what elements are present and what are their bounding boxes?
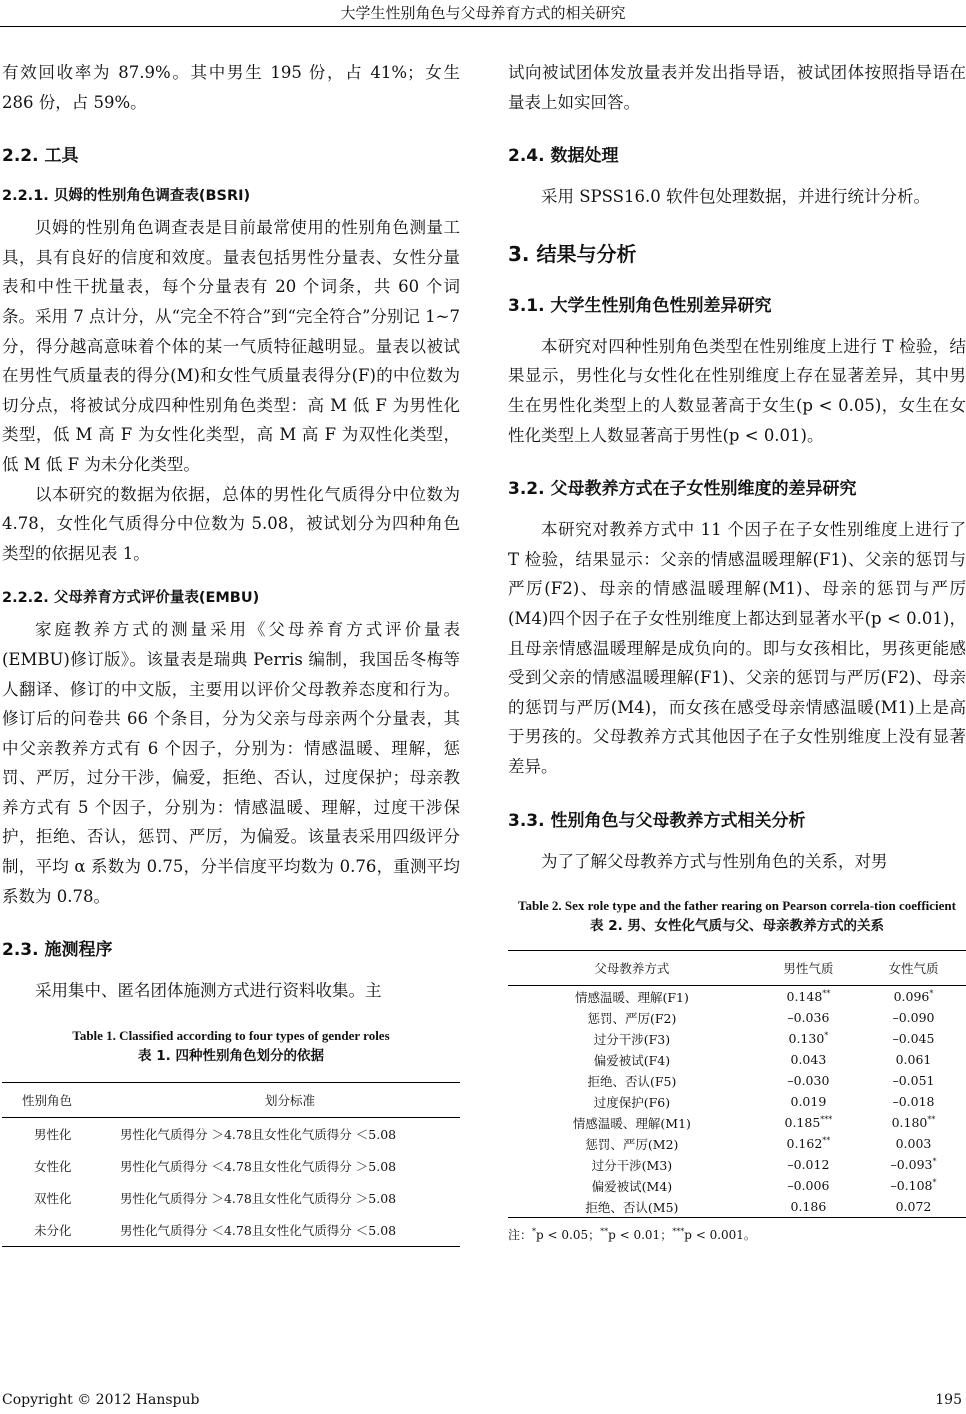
factor-cell: 惩罚、严厉(F2) [587, 1010, 677, 1026]
table-row [508, 986, 966, 1008]
subsection-heading: 2.2.1. 贝姆的性别角色调查表(BSRI) [2, 188, 251, 205]
note-prefix: 注： [508, 1228, 533, 1243]
coefficient-value: –0.090 [892, 1010, 935, 1026]
table-row [2, 1214, 460, 1247]
coefficient-value: 0.072 [895, 1199, 932, 1215]
subsection-heading: 2.2.2. 父母养育方式评价量表(EMBU) [2, 590, 260, 607]
coefficient-value: –0.030 [787, 1073, 830, 1089]
significance-mark: * [824, 1031, 829, 1041]
coefficient-value: 0.096 [893, 989, 930, 1005]
note-sig: ** [600, 1227, 609, 1237]
coefficient-value: –0.036 [787, 1010, 830, 1026]
table2-header: 父母教养方式 [508, 951, 756, 986]
table2-header: 男性气质 [756, 951, 861, 986]
coefficient-cell [756, 1028, 861, 1049]
table-row [508, 1070, 966, 1091]
table1 [2, 1082, 460, 1247]
coefficient-cell [756, 986, 861, 1008]
right-column [508, 58, 966, 1243]
note-text: p < 0.05； [536, 1228, 601, 1243]
coefficient-cell [861, 1007, 966, 1028]
significance-mark: ** [822, 989, 831, 999]
coefficient-cell [861, 1112, 966, 1133]
note-text: p < 0.01； [608, 1228, 673, 1243]
table-row [508, 1028, 966, 1049]
table-row [508, 1196, 966, 1218]
page-number: 195 [935, 1392, 962, 1408]
paragraph: 为了了解父母教养方式与性别角色的关系，对男 [541, 851, 888, 871]
coefficient-value: –0.093 [890, 1157, 933, 1173]
table-row [508, 1175, 966, 1196]
coefficient-value: 0.003 [895, 1136, 932, 1152]
factor-cell: 情感温暖、理解(F1) [574, 989, 689, 1005]
coefficient-value: 0.180 [891, 1115, 928, 1131]
coefficient-cell [861, 1133, 966, 1154]
coefficient-cell [756, 1112, 861, 1133]
coefficient-cell [756, 1091, 861, 1112]
significance-mark: ** [927, 1115, 936, 1125]
criterion-cell: 男性化气质得分 ＞4.78且女性化气质得分 ＞5.08 [120, 1190, 397, 1206]
significance-mark: *** [820, 1115, 833, 1125]
table1-caption-en: Table 1. Classified according to four types of gender roles [72, 1027, 390, 1043]
coefficient-value: –0.045 [892, 1031, 935, 1047]
coefficient-value: 0.019 [790, 1094, 827, 1110]
coefficient-cell [861, 986, 966, 1008]
section-heading: 2.4. 数据处理 [508, 146, 619, 167]
note-text: p < 0.001。 [684, 1228, 756, 1243]
coefficient-value: 0.185 [784, 1115, 821, 1131]
note-sig: *** [672, 1227, 685, 1237]
section-heading: 3.1. 大学生性别角色性别差异研究 [508, 295, 772, 316]
factor-cell: 偏爱被试(F4) [593, 1052, 671, 1068]
significance-mark: * [929, 989, 934, 999]
significance-mark: * [932, 1157, 937, 1167]
paragraph: 以本研究的数据为依据，总体的男性化气质得分中位数为 4.78，女性化气质得分中位数为 5.08，被试划分为四种角色类型的依据见表 1。 [2, 484, 460, 563]
factor-cell: 偏爱被试(M4) [591, 1178, 673, 1194]
coefficient-value: –0.051 [892, 1073, 935, 1089]
coefficient-value: –0.018 [892, 1094, 935, 1110]
table1-header: 性别角色 [2, 1082, 120, 1117]
paragraph: 采用 SPSS16.0 软件包处理数据，并进行统计分析。 [541, 187, 930, 207]
header-rule [0, 26, 966, 27]
coefficient-cell [756, 1196, 861, 1218]
table-row [508, 1049, 966, 1070]
paragraph: 家庭教养方式的测量采用《父母养育方式评价量表(EMBU)修订版》。该量表是瑞典 Perris 编制，我国岳冬梅等人翻译、修订的中文版，主要用以评价父母教养态度和行为。修订后的问卷共 66 个条目，分为父亲与母亲两个分量表，其中父亲教养方式有 6 个因子，分别为：情感温暖、理解，惩罚、严厉，过分干涉，偏爱，拒绝、否认，过度保护；母亲教养方式有 5 个因子，分别为：情感温暖、理解，过度干涉保护，拒绝、否认，惩罚、严厉，为偏爱。该量表采用四级评分制，平均 α 系数为 0.75，分半信度平均数为 0.76，重测平均系数为 0.78。 [2, 620, 460, 906]
significance-mark: ** [822, 1136, 831, 1146]
paragraph: 试向被试团体发放量表并发出指导语，被试团体按照指导语在量表上如实回答。 [508, 63, 966, 112]
paragraph: 本研究对四种性别角色类型在性别维度上进行 T 检验，结果显示，男性化与女性化在性别维度上存在显著差异，其中男生在男性化类型上的人数显著高于女生(p < 0.05)，女生在女性化类型上人数显著高于男性(p < 0.01)。 [508, 336, 966, 445]
coefficient-cell [756, 1175, 861, 1196]
coefficient-cell [861, 1175, 966, 1196]
table-row [2, 1150, 460, 1182]
table2-note [508, 1226, 966, 1243]
factor-cell: 情感温暖、理解(M1) [572, 1115, 691, 1131]
coefficient-cell [756, 1049, 861, 1070]
coefficient-value: 0.130 [788, 1031, 825, 1047]
factor-cell: 惩罚、严厉(M2) [585, 1136, 679, 1152]
paragraph: 采用集中、匿名团体施测方式进行资料收集。主 [35, 981, 382, 1001]
coefficient-value: –0.012 [787, 1157, 830, 1173]
coefficient-cell [756, 1133, 861, 1154]
coefficient-cell [861, 1196, 966, 1218]
section-heading: 3.2. 父母教养方式在子女性别维度的差异研究 [508, 479, 857, 500]
coefficient-value: –0.006 [787, 1178, 830, 1194]
significance-mark: * [932, 1178, 937, 1188]
coefficient-cell [756, 1154, 861, 1175]
table-row [508, 1112, 966, 1133]
coefficient-value: 0.186 [790, 1199, 827, 1215]
section-heading: 2.2. 工具 [2, 146, 79, 167]
table2-header: 女性气质 [861, 951, 966, 986]
copyright: Copyright © 2012 Hanspub [2, 1392, 200, 1408]
factor-cell: 拒绝、否认(F5) [587, 1073, 677, 1089]
table1-caption-cn: 表 1. 四种性别角色划分的依据 [138, 1047, 324, 1064]
chapter-heading: 3. 结果与分析 [508, 241, 637, 266]
criterion-cell: 男性化气质得分 ＜4.78且女性化气质得分 ＜5.08 [120, 1214, 460, 1247]
table2 [508, 950, 966, 1218]
role-cell: 未分化 [2, 1214, 120, 1247]
table-row [2, 1182, 460, 1214]
criterion-cell: 男性化气质得分 ＞4.78且女性化气质得分 ＜5.08 [120, 1126, 397, 1142]
coefficient-cell [861, 1049, 966, 1070]
table1-block [2, 1028, 460, 1247]
criterion-cell: 男性化气质得分 ＜4.78且女性化气质得分 ＞5.08 [120, 1158, 397, 1174]
role-cell: 双性化 [34, 1190, 72, 1206]
role-cell: 女性化 [34, 1158, 72, 1174]
coefficient-value: –0.108 [890, 1178, 933, 1194]
coefficient-value: 0.043 [790, 1052, 827, 1068]
role-cell: 男性化 [34, 1126, 72, 1142]
coefficient-cell [861, 1154, 966, 1175]
table-row [508, 1154, 966, 1175]
table2-block [508, 898, 966, 1243]
table2-caption-en: Table 2. Sex role type and the father rearing on Pearson correla-tion coefficient [518, 898, 956, 914]
coefficient-value: 0.162 [786, 1136, 823, 1152]
factor-cell: 过分干涉(F3) [593, 1031, 671, 1047]
table-row [508, 1133, 966, 1154]
note-sig: * [532, 1227, 537, 1237]
coefficient-cell [756, 1070, 861, 1091]
table-row [508, 1007, 966, 1028]
coefficient-value: 0.148 [786, 989, 823, 1005]
table2-caption-cn: 表 2. 男、女性化气质与父、母亲教养方式的关系 [590, 918, 884, 935]
table-row [2, 1117, 460, 1150]
table1-header: 划分标准 [120, 1082, 460, 1117]
left-column [2, 58, 460, 1247]
coefficient-cell [861, 1028, 966, 1049]
factor-cell: 过分干涉(M3) [591, 1157, 673, 1173]
factor-cell: 过度保护(F6) [593, 1094, 671, 1110]
running-header: 大学生性别角色与父母养育方式的相关研究 [340, 4, 626, 22]
section-heading: 3.3. 性别角色与父母教养方式相关分析 [508, 810, 806, 831]
coefficient-cell [756, 1007, 861, 1028]
coefficient-cell [861, 1070, 966, 1091]
coefficient-cell [861, 1091, 966, 1112]
section-heading: 2.3. 施测程序 [2, 940, 113, 961]
factor-cell: 拒绝、否认(M5) [508, 1196, 756, 1218]
paragraph: 本研究对教养方式中 11 个因子在子女性别维度上进行了 T 检验，结果显示：父亲的情感温暖理解(F1)、父亲的惩罚与严厉(F2)、母亲的情感温暖理解(M1)、母亲的惩罚与严厉(M4)四个因子在子女性别维度上都达到显著水平(p < 0.01)，且母亲情感温暖理解是成负向的。即与女孩相比，男孩更能感受到父亲的情感温暖理解(F1)、父亲的惩罚与严厉(F2)、母亲的惩罚与严厉(M4)，而女孩在感受母亲情感温暖(M1)上是高于男孩的。父母教养方式其他因子在子女性别维度上没有显著差异。 [508, 520, 966, 776]
paragraph: 有效回收率为 87.9%。其中男生 195 份，占 41%；女生 286 份，占 59%。 [2, 63, 460, 112]
table-row [508, 1091, 966, 1112]
coefficient-value: 0.061 [895, 1052, 932, 1068]
paragraph: 贝姆的性别角色调查表是目前最常使用的性别角色测量工具，具有良好的信度和效度。量表包括男性分量表、女性分量表和中性干扰量表，每个分量表有 20 个词条，共 60 个词条。采用 7 点计分，从“完全不符合”到“完全符合”分别记 1~7 分，得分越高意味着个体的某一气质特征越明显。量表以被试在男性气质量表的得分(M)和女性气质量表得分(F)的中位数为切分点，将被试分成四种性别角色类型：高 M 低 F 为男性化类型，低 M 高 F 为女性化类型，高 M 高 F 为双性化类型，低 M 低 F 为未分化类型。 [2, 218, 460, 474]
